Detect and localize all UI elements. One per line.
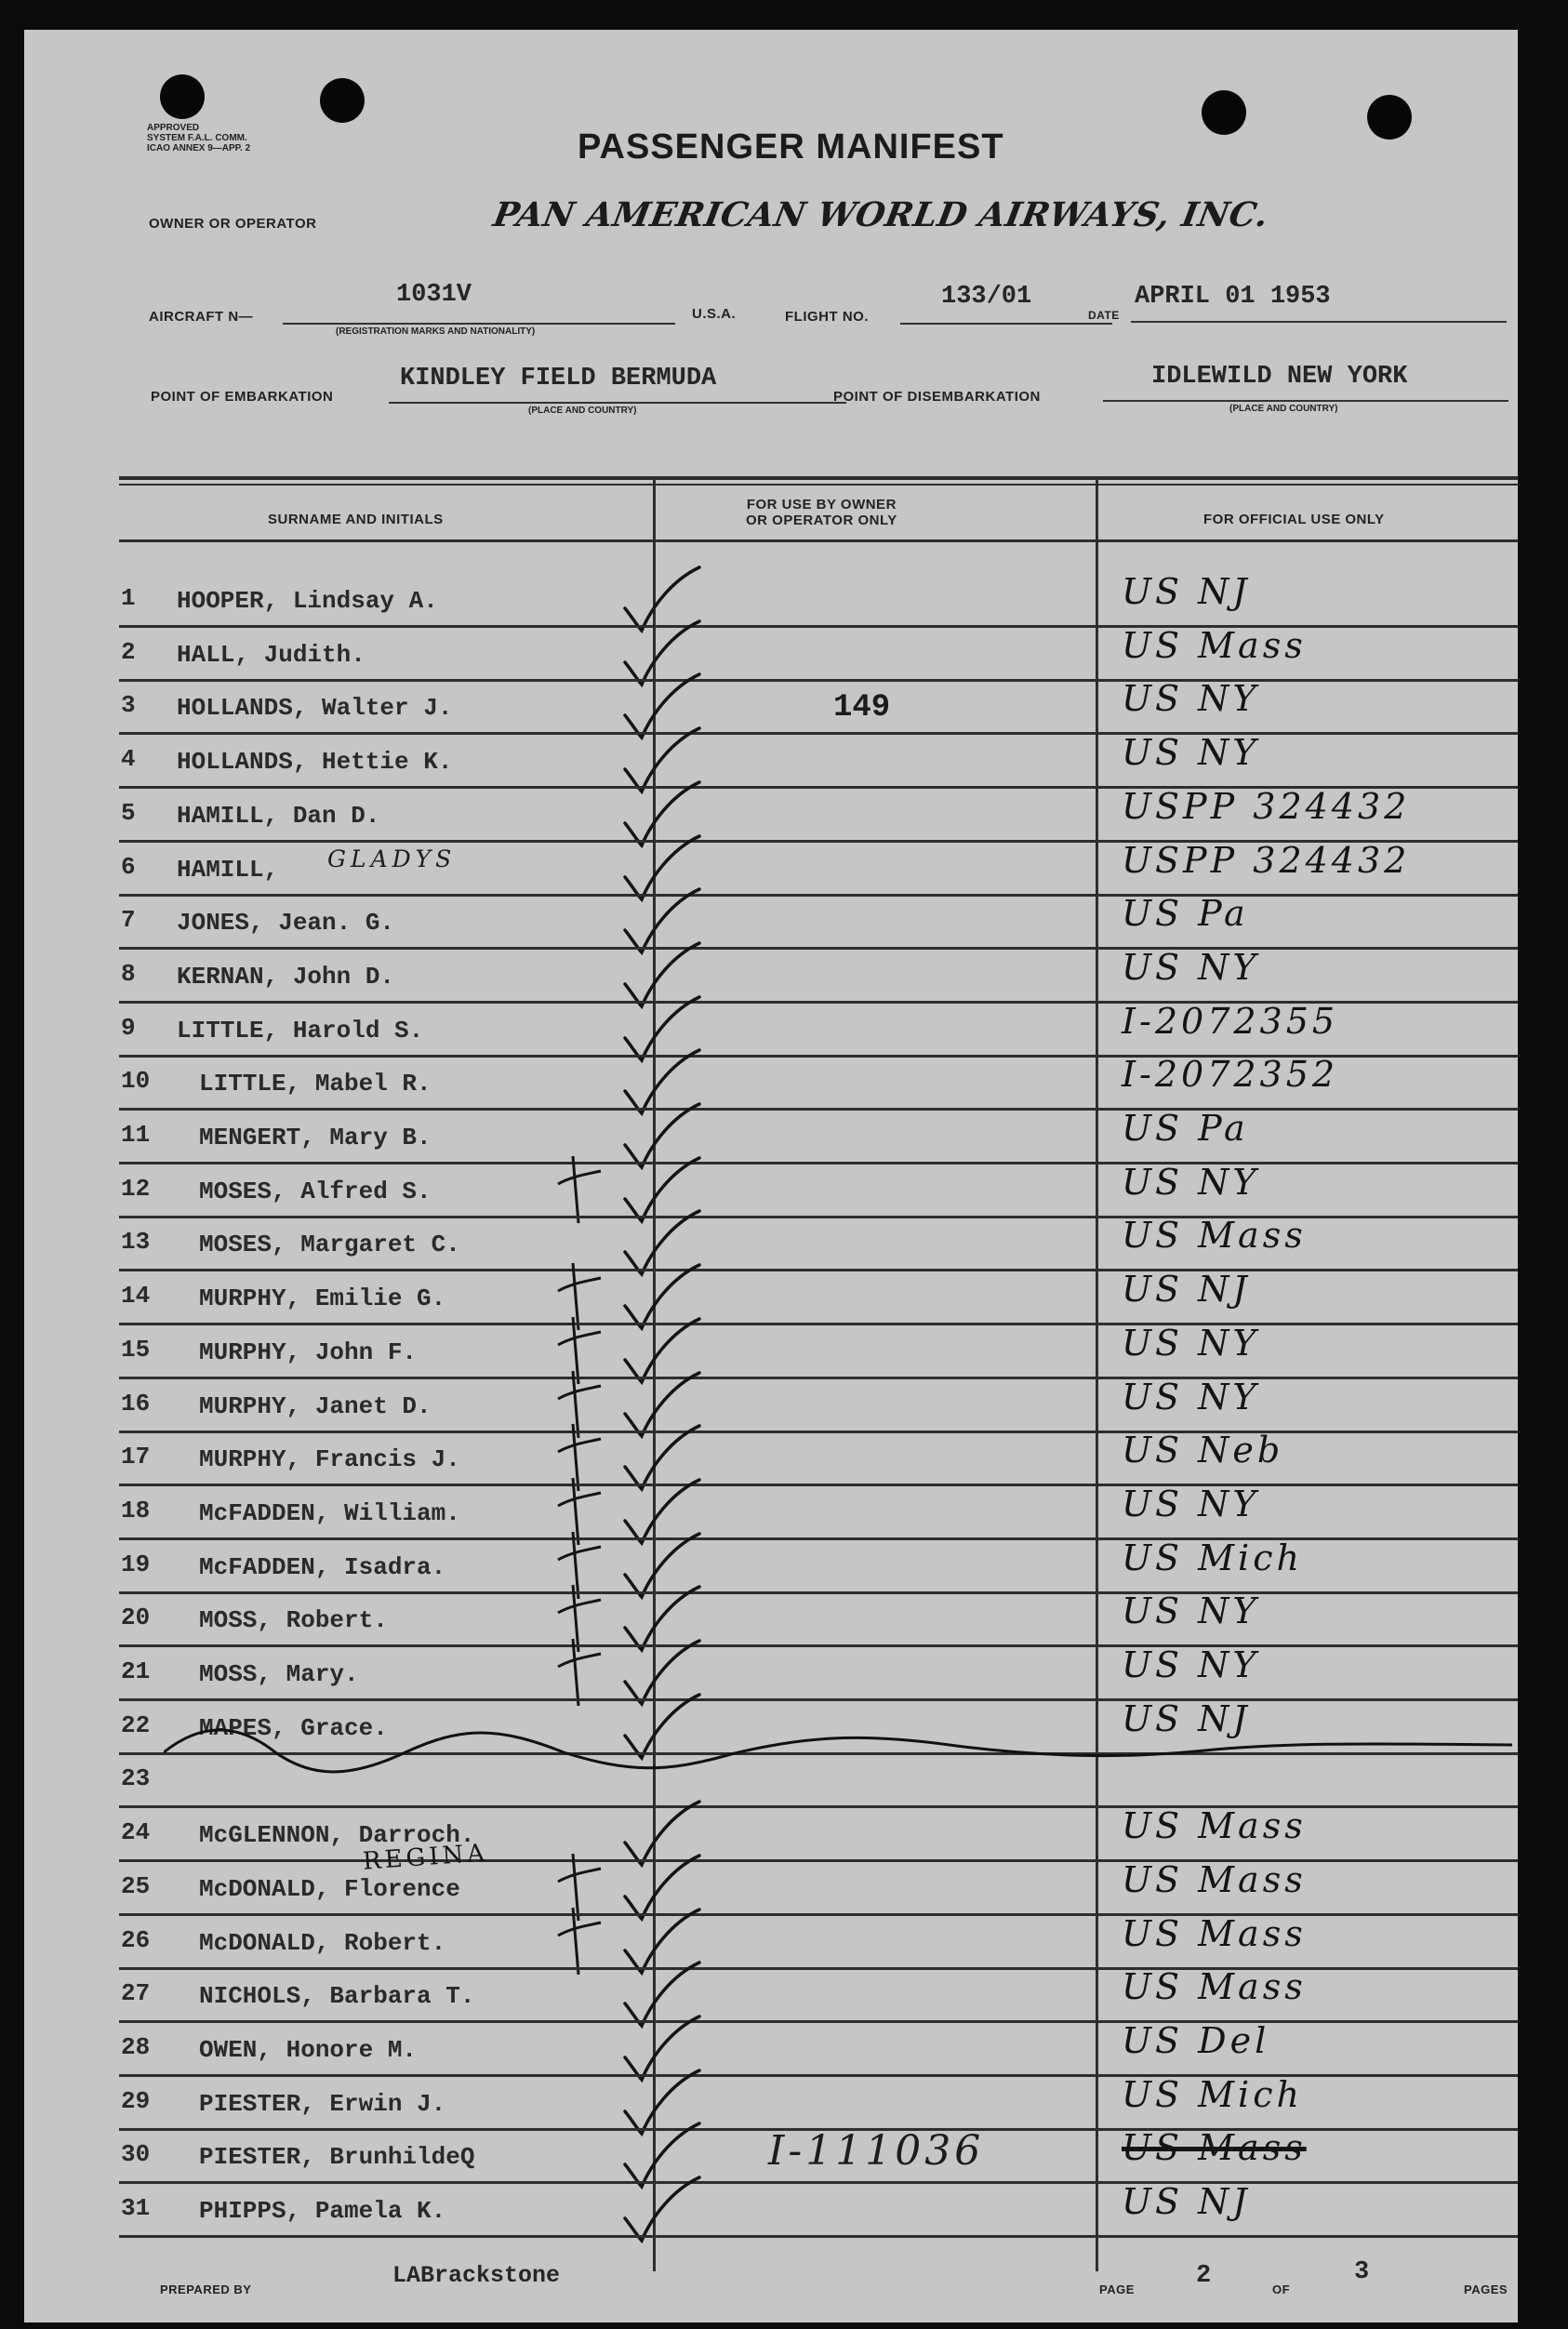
row-number: 21 [121,1657,151,1685]
table-row [24,946,1518,1007]
official-entry: US Mass [1122,1858,1307,1900]
row-rule [119,1431,1518,1433]
page-label: PAGE [1099,2282,1135,2296]
official-entry: USPP 324432 [1122,839,1411,881]
row-rule [119,947,1518,950]
row-number: 31 [121,2194,151,2222]
punch-hole [1367,95,1412,140]
passenger-name: MAPES, Grace. [199,1713,388,1742]
table-row [24,1858,1518,1920]
official-entry: US Neb [1122,1430,1284,1471]
table-row [24,2019,1518,2081]
official-entry: US NJ [1122,571,1251,612]
checkmark-icon [619,2172,703,2244]
official-entry: US Mass [1122,624,1307,666]
row-rule [119,2074,1518,2077]
row-number: 12 [121,1174,151,1203]
passenger-name: JONES, Jean. G. [177,909,395,938]
row-rule [119,1859,1518,1862]
table-row [24,1376,1518,1437]
aircraft-label: AIRCRAFT N— [149,309,254,325]
row-rule [119,1269,1518,1271]
page-total: 3 [1354,2258,1370,2286]
row-rule [119,1162,1518,1164]
table-row [24,571,1518,632]
passenger-name: MOSES, Alfred S. [199,1177,432,1205]
disembark-value: IDLEWILD NEW YORK [1151,363,1408,391]
date-label: DATE [1088,309,1120,322]
row-rule [119,894,1518,897]
approval-line: ICAO ANNEX 9—APP. 2 [147,143,251,153]
official-entry: US Mich [1122,1537,1303,1578]
approval-line: SYSTEM F.A.L. COMM. [147,133,247,143]
row-number: 26 [121,1925,151,1954]
passenger-name: NICHOLS, Barbara T. [199,1982,475,2011]
row-number: 11 [121,1121,151,1149]
passenger-name: McGLENNON, Darroch. [199,1821,475,1850]
row-rule [119,1591,1518,1594]
table-row [24,678,1518,739]
row-number: 28 [121,2032,151,2061]
row-rule [119,1644,1518,1647]
table-row [24,2127,1518,2188]
embark-label: POINT OF EMBARKATION [151,389,334,405]
table-row [24,1537,1518,1598]
passenger-name: HAMILL, [177,855,279,884]
official-entry: US Pa [1122,1108,1249,1149]
passenger-name: HOLLANDS, Hettie K. [177,748,453,777]
passenger-name: McFADDEN, Isadra. [199,1552,446,1581]
aircraft-value: 1031V [396,281,472,309]
table-row [24,1269,1518,1329]
row-number: 2 [121,637,136,666]
table-row [24,1108,1518,1168]
row-rule [119,2235,1518,2238]
table-row [24,785,1518,846]
official-entry: I-2072352 [1122,1054,1339,1096]
passenger-name: MURPHY, Emilie G. [199,1284,446,1313]
table-row [24,1912,1518,1974]
passenger-name: KERNAN, John D. [177,962,395,991]
passenger-name: McDONALD, Robert. [199,1928,446,1957]
passenger-name: PIESTER, BrunhildeQ [199,2143,475,2172]
row-number: 17 [121,1443,151,1471]
row-number: 23 [121,1764,151,1793]
passenger-name: MURPHY, John F. [199,1338,418,1366]
official-entry: US NY [1122,1376,1260,1417]
disembark-place-caption: (PLACE AND COUNTRY) [1229,404,1338,414]
table-row [24,1054,1518,1114]
row-number: 14 [121,1282,151,1311]
aircraft-underline [283,323,675,325]
embark-value: KINDLEY FIELD BERMUDA [400,365,717,393]
passenger-name: HALL, Judith. [177,640,365,669]
row-rule [119,625,1518,628]
passenger-name: HOOPER, Lindsay A. [177,587,438,615]
table-top-rule [119,476,1518,480]
official-entry: US NY [1122,1644,1260,1685]
passenger-name: LITTLE, Mabel R. [199,1070,432,1098]
official-entry: US Mass [1122,2127,1307,2169]
approval-line: APPROVED [147,123,200,133]
table-row [24,1644,1518,1705]
row-number: 4 [121,745,136,774]
disembark-underline [1103,400,1508,402]
official-entry: US NY [1122,1483,1260,1524]
header-rule [119,539,1518,542]
row-rule [119,1377,1518,1379]
row-number: 25 [121,1871,151,1900]
row-number: 9 [121,1013,136,1042]
manifest-sheet [24,30,1518,2322]
row-number: 3 [121,691,136,720]
row-rule [119,1323,1518,1325]
prepared-by-label: PREPARED BY [160,2282,252,2296]
official-entry: US NJ [1122,1697,1251,1739]
embark-place-caption: (PLACE AND COUNTRY) [528,406,637,416]
row-number: 20 [121,1604,151,1632]
cross-mark-icon [552,1904,608,1976]
column-header-surname: SURNAME AND INITIALS [268,512,444,527]
row-number: 19 [121,1550,151,1578]
passenger-name: MOSS, Mary. [199,1660,359,1688]
row-number: 13 [121,1228,151,1257]
official-entry: US NY [1122,1161,1260,1203]
flight-label: FLIGHT NO. [785,309,869,325]
table-row [24,893,1518,953]
table-row [24,1161,1518,1222]
official-entry: USPP 324432 [1122,785,1411,827]
row-rule [119,1805,1518,1808]
passenger-name: McDONALD, Florence [199,1874,460,1903]
table-top-rule [119,484,1518,486]
row-rule [119,732,1518,735]
official-entry: US Mass [1122,1966,1307,2008]
row-number: 15 [121,1335,151,1364]
row-number: 1 [121,584,136,612]
row-rule [119,1108,1518,1111]
punch-hole [1202,90,1246,135]
page-title: PASSENGER MANIFEST [578,127,1004,166]
pages-label: PAGES [1464,2282,1508,2296]
passenger-name: OWEN, Honore M. [199,2035,418,2064]
row-number: 29 [121,2086,151,2115]
row-number: 18 [121,1496,151,1524]
official-entry: US Mass [1122,1215,1307,1257]
table-row [24,1966,1518,2027]
official-entry: US NY [1122,946,1260,988]
prepared-by-value: LABrackstone [392,2262,561,2289]
table-row [24,2073,1518,2135]
table-row [24,1322,1518,1383]
of-label: OF [1272,2282,1291,2296]
passenger-name: LITTLE, Harold S. [177,1016,424,1045]
page-number: 2 [1196,2262,1212,2290]
official-entry: US NJ [1122,1269,1251,1311]
official-entry: US NY [1122,732,1260,774]
table-row [24,1000,1518,1061]
operator-note: 149 [833,690,891,726]
official-entry: US Mass [1122,1912,1307,1954]
passenger-name: MURPHY, Janet D. [199,1391,432,1420]
row-rule [119,1484,1518,1486]
handwritten-given-name: GLADYS [327,845,457,872]
passenger-name: MENGERT, Mary B. [199,1124,432,1151]
disembark-label: POINT OF DISEMBARKATION [833,389,1041,405]
table-row [24,1430,1518,1490]
passenger-name: PHIPPS, Pamela K. [199,2197,446,2225]
table-row [24,1590,1518,1651]
handwritten-annotation: REGINA [362,1839,490,1876]
row-number: 10 [121,1067,151,1096]
date-underline [1131,321,1507,323]
official-entry: I-2072355 [1122,1000,1339,1042]
official-entry: US Mass [1122,1805,1307,1847]
strike-line-23 [164,1713,1512,1778]
table-row [24,732,1518,792]
row-rule [119,1537,1518,1540]
flight-value: 133/01 [941,283,1032,311]
table-row [24,2181,1518,2242]
row-rule [119,679,1518,682]
passenger-name: McFADDEN, William. [199,1498,460,1527]
row-number: 5 [121,798,136,827]
table-row [24,1215,1518,1275]
table-row [24,839,1518,900]
row-number: 27 [121,1979,151,2008]
row-rule [119,1216,1518,1218]
passenger-name: PIESTER, Erwin J. [199,2089,446,2118]
official-entry: US Mich [1122,2073,1303,2115]
official-entry: US NY [1122,678,1260,720]
punch-hole [320,78,365,123]
column-header-owner: FOR USE BY OWNER OR OPERATOR ONLY [746,497,897,528]
row-number: 7 [121,906,136,935]
row-number: 24 [121,1818,151,1847]
cross-mark-icon [552,1635,608,1708]
table-row [24,1805,1518,1866]
table-row [24,1483,1518,1544]
row-number: 6 [121,852,136,881]
row-rule [119,2020,1518,2023]
date-value: APRIL 01 1953 [1135,283,1331,311]
row-rule [119,1967,1518,1970]
passenger-name: MOSES, Margaret C. [199,1231,460,1259]
row-number: 22 [121,1710,151,1739]
official-entry: US Pa [1122,893,1249,935]
cross-mark-icon [552,1152,608,1225]
official-entry: US NY [1122,1322,1260,1364]
row-number: 8 [121,959,136,988]
table-row [24,624,1518,685]
punch-hole [160,74,205,119]
passenger-name: MOSS, Robert. [199,1606,388,1635]
row-rule [119,2181,1518,2184]
row-rule [119,1913,1518,1916]
passenger-name: MURPHY, Francis J. [199,1445,460,1474]
official-entry: US NJ [1122,2181,1251,2222]
row-rule [119,1698,1518,1701]
column-header-official: FOR OFFICIAL USE ONLY [1203,512,1385,527]
passenger-name: HOLLANDS, Walter J. [177,694,453,723]
embark-underline [389,402,846,404]
usa-label: U.S.A. [692,306,737,322]
operator-note: I-111036 [768,2127,985,2176]
row-number: 30 [121,2140,151,2169]
approval-block [147,123,250,153]
owner-label: OWNER OR OPERATOR [149,216,317,232]
official-entry: US Del [1122,2019,1270,2061]
row-number: 16 [121,1389,151,1417]
passenger-name: HAMILL, Dan D. [177,801,380,830]
official-entry: US NY [1122,1590,1260,1632]
operator-name: PAN AMERICAN WORLD AIRWAYS, INC. [490,195,1272,234]
flight-underline [900,323,1112,325]
registration-caption: (REGISTRATION MARKS AND NATIONALITY) [336,326,536,337]
